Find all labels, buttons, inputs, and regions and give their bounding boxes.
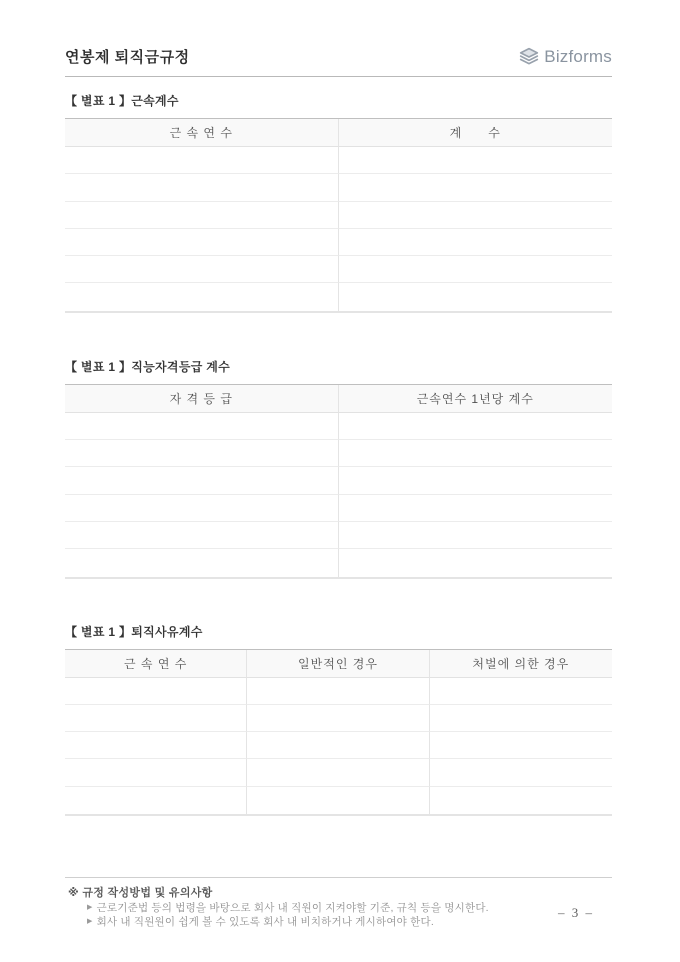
table-row — [65, 283, 612, 310]
table-cell — [65, 549, 339, 576]
table-cell — [247, 759, 429, 786]
layers-icon — [519, 47, 539, 67]
triangle-bullet-icon: ▶ — [87, 918, 93, 925]
table-row — [65, 732, 612, 759]
table-row — [65, 678, 612, 705]
column-header: 일반적인 경우 — [247, 650, 429, 678]
table-row — [65, 787, 612, 814]
column-header: 근 속 연 수 — [65, 650, 247, 678]
table-cell — [430, 705, 612, 732]
table-row — [65, 549, 612, 576]
column-header: 처벌에 의한 경우 — [430, 650, 612, 678]
document-footer — [65, 877, 612, 928]
column-header: 계 수 — [339, 119, 613, 147]
table-row — [65, 495, 612, 522]
table-retirement-reason-coefficient — [65, 649, 612, 816]
table-cell — [339, 256, 613, 283]
section-label: 【 별표 1 】근속계수 — [65, 94, 179, 108]
table-cell — [430, 732, 612, 759]
table-row — [65, 467, 612, 494]
page-title: 연봉제 퇴직금규정 — [65, 49, 190, 66]
table-cell — [247, 732, 429, 759]
table-cell — [65, 202, 339, 229]
table-service-year-coefficient — [65, 118, 612, 313]
footer-note-text: 회사 내 직원원이 쉽게 볼 수 있도록 회사 내 비치하거나 게시하여야 한다. — [96, 916, 434, 928]
table-row — [65, 174, 612, 201]
table-header-row — [65, 650, 612, 678]
table-cell — [65, 413, 339, 440]
table-cell — [339, 495, 613, 522]
table-cell — [339, 413, 613, 440]
table-cell — [339, 440, 613, 467]
table-row — [65, 147, 612, 174]
triangle-bullet-icon: ▶ — [87, 904, 93, 911]
table-cell — [339, 174, 613, 201]
table-cell — [339, 549, 613, 576]
table-cell — [65, 174, 339, 201]
footer-note-line — [87, 916, 612, 928]
table-cell — [65, 522, 339, 549]
table-cell — [65, 229, 339, 256]
table-cell — [247, 787, 429, 814]
table-row — [65, 256, 612, 283]
table-row — [65, 202, 612, 229]
table-cell — [65, 787, 247, 814]
table-cell — [65, 759, 247, 786]
table-row — [65, 759, 612, 786]
table-row — [65, 705, 612, 732]
brand-logo — [519, 47, 612, 67]
table-cell — [339, 283, 613, 310]
section-retirement-reason-coefficient — [65, 625, 612, 816]
column-header: 근속연수 1년당 계수 — [339, 385, 613, 413]
table-cell — [339, 467, 613, 494]
table-cell — [65, 705, 247, 732]
column-header: 근 속 연 수 — [65, 119, 339, 147]
table-cell — [247, 678, 429, 705]
table-cell — [247, 705, 429, 732]
table-header-row — [65, 119, 612, 147]
table-cell — [65, 283, 339, 310]
footer-note-title: ※ 규정 작성방법 및 유의사항 — [68, 887, 213, 899]
table-cell — [339, 202, 613, 229]
document-header — [65, 46, 612, 77]
table-qualification-grade-coefficient — [65, 384, 612, 579]
table-row — [65, 229, 612, 256]
table-row — [65, 440, 612, 467]
table-row — [65, 522, 612, 549]
table-cell — [65, 467, 339, 494]
column-header: 자 격 등 급 — [65, 385, 339, 413]
table-cell — [65, 256, 339, 283]
page-number: – 3 – — [558, 905, 594, 920]
table-cell — [339, 229, 613, 256]
section-qualification-grade-coefficient — [65, 360, 612, 579]
table-cell — [65, 732, 247, 759]
table-cell — [65, 495, 339, 522]
table-cell — [430, 678, 612, 705]
table-cell — [430, 759, 612, 786]
brand-name: Bizforms — [544, 46, 612, 66]
section-label: 【 별표 1 】직능자격등급 계수 — [65, 359, 231, 374]
table-cell — [65, 147, 339, 174]
table-cell — [430, 787, 612, 814]
table-cell — [65, 678, 247, 705]
table-row — [65, 413, 612, 440]
section-service-year-coefficient — [65, 94, 612, 313]
table-header-row — [65, 385, 612, 413]
table-cell — [65, 440, 339, 467]
footer-note-line — [87, 902, 612, 914]
section-label: 【 별표 1 】퇴직사유계수 — [65, 624, 203, 639]
footer-note-text: 근로기준법 등의 법령을 바탕으로 회사 내 직원이 지켜야할 기준, 규칙 등을 명시한다. — [96, 902, 489, 914]
table-cell — [339, 522, 613, 549]
table-cell — [339, 147, 613, 174]
